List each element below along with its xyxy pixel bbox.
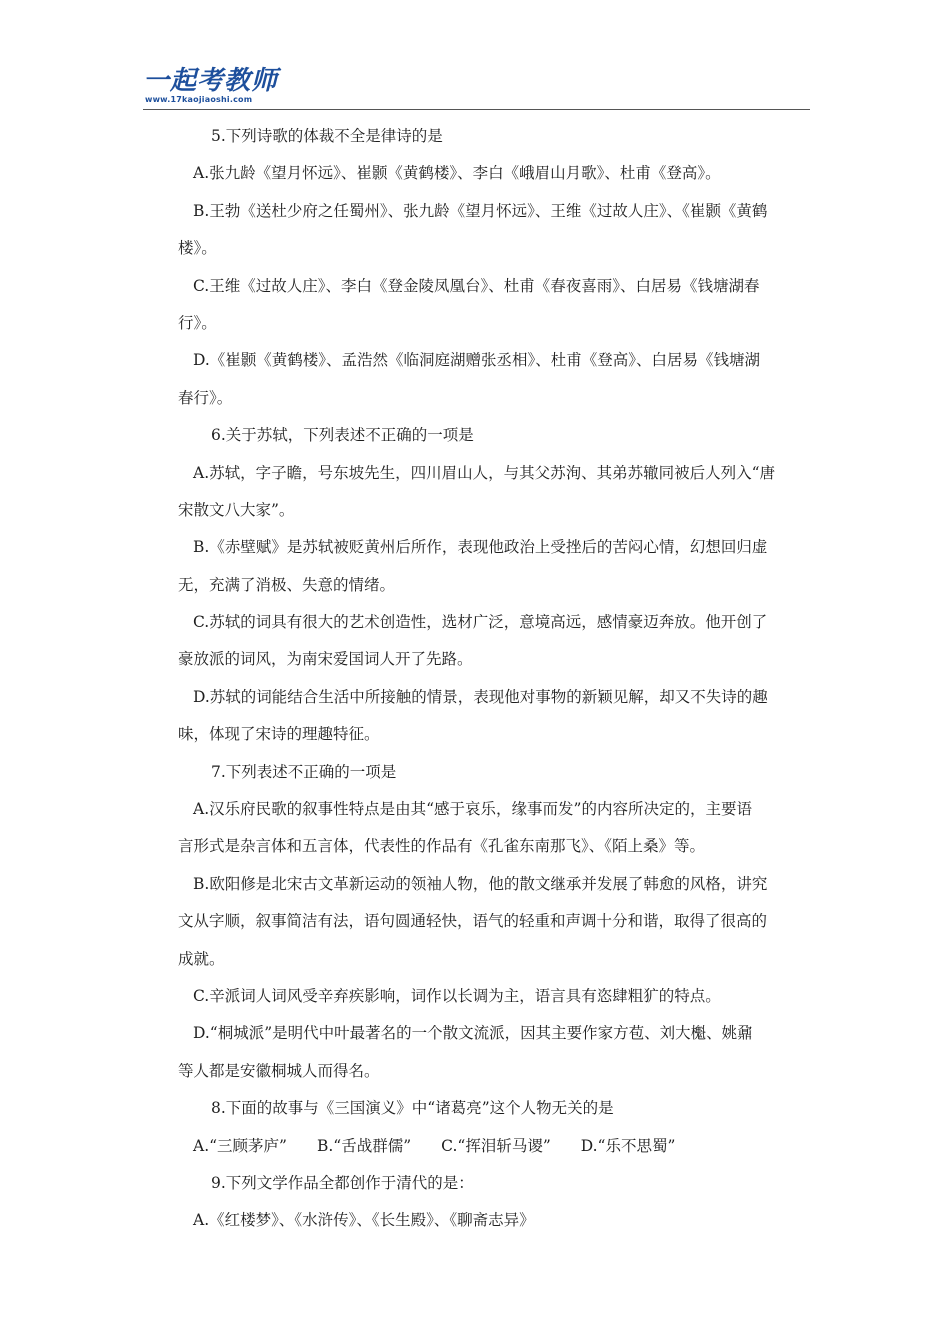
answer-option: C.王维《过故人庄》、李白《登金陵凤凰台》、杜甫《春夜喜雨》、白居易《钱塘湖春 [193, 276, 760, 295]
option-continuation: 行》。 [178, 313, 217, 332]
answer-option: A.汉乐府民歌的叙事性特点是由其“感于哀乐，缘事而发”的内容所决定的，主要语 [193, 800, 752, 819]
header-divider [143, 109, 810, 110]
option-continuation: 文从字顺，叙事简洁有法，语句圆通轻快，语气的轻重和声调十分和谐，取得了很高的 [178, 912, 768, 931]
q8-options-row [178, 1128, 810, 1165]
option-continuation: 无，充满了消极、失意的情绪。 [178, 575, 396, 594]
answer-option: B.欧阳修是北宋古文革新运动的领袖人物，他的散文继承并发展了韩愈的风格，讲究 [193, 874, 768, 893]
question-stem: 9.下列文学作品全都创作于清代的是： [211, 1173, 474, 1192]
question-text-block-tail [178, 1165, 810, 1240]
answer-option: D.“桐城派”是明代中叶最著名的一个散文流派，因其主要作家方苞、刘大櫆、姚鼐 [193, 1024, 753, 1043]
q8-option: D.“乐不思蜀” [580, 1136, 676, 1155]
document-body [178, 118, 810, 1240]
option-continuation: 宋散文八大家”。 [178, 500, 295, 519]
question-stem: 8.下面的故事与《三国演义》中“诸葛亮”这个人物无关的是 [211, 1099, 614, 1118]
option-continuation: 等人都是安徽桐城人而得名。 [178, 1061, 380, 1080]
q8-option: B.“舌战群儒” [316, 1136, 412, 1155]
option-continuation: 味，体现了宋诗的理趣特征。 [178, 725, 380, 744]
question-stem: 7.下列表述不正确的一项是 [211, 762, 397, 781]
logo-url: www.17kaojiaoshi.com [145, 95, 253, 104]
answer-option: D.《崔颢《黄鹤楼》、孟浩然《临洞庭湖赠张丞相》、杜甫《登高》、白居易《钱塘湖 [193, 351, 761, 370]
option-continuation: 成就。 [178, 949, 225, 968]
logo: 一起考教师 [143, 66, 279, 96]
page-header [143, 66, 810, 112]
option-continuation: 言形式是杂言体和五言体，代表性的作品有《孔雀东南那飞》、《陌上桑》等。 [178, 837, 706, 856]
q8-option: A.“三顾茅庐” [193, 1136, 287, 1155]
option-continuation: 春行》。 [178, 388, 233, 407]
option-continuation: 豪放派的词风，为南宋爱国词人开了先路。 [178, 650, 473, 669]
q8-option: C.“挥泪斩马谡” [441, 1136, 551, 1155]
option-continuation: 楼》。 [178, 239, 217, 258]
question-stem: 6.关于苏轼，下列表述不正确的一项是 [211, 426, 474, 445]
question-text-block [178, 118, 810, 1128]
answer-option: B.王勃《送杜少府之任蜀州》、张九龄《望月怀远》、王维《过故人庄》、《崔颢《黄鹤 [193, 201, 768, 220]
answer-option: D.苏轼的词能结合生活中所接触的情景，表现他对事物的新颖见解，却又不失诗的趣 [193, 687, 768, 706]
answer-option: A.《红楼梦》、《水浒传》、《长生殿》、《聊斋志异》 [193, 1211, 535, 1230]
answer-option: A.苏轼，字子瞻，号东坡先生，四川眉山人，与其父苏洵、其弟苏辙同被后人列入“唐 [193, 463, 776, 482]
answer-option: B.《赤壁赋》是苏轼被贬黄州后所作，表现他政治上受挫后的苦闷心情，幻想回归虚 [193, 538, 768, 557]
answer-option: C.辛派词人词风受辛弃疾影响，词作以长调为主，语言具有恣肆粗犷的特点。 [193, 986, 721, 1005]
answer-option: A.张九龄《望月怀远》、崔颢《黄鹤楼》、李白《峨眉山月歌》、杜甫《登高》。 [193, 164, 721, 183]
question-stem: 5.下列诗歌的体裁不全是律诗的是 [211, 127, 443, 145]
answer-option: C.苏轼的词具有很大的艺术创造性，选材广泛，意境高远，感情豪迈奔放。他开创了 [193, 613, 768, 632]
